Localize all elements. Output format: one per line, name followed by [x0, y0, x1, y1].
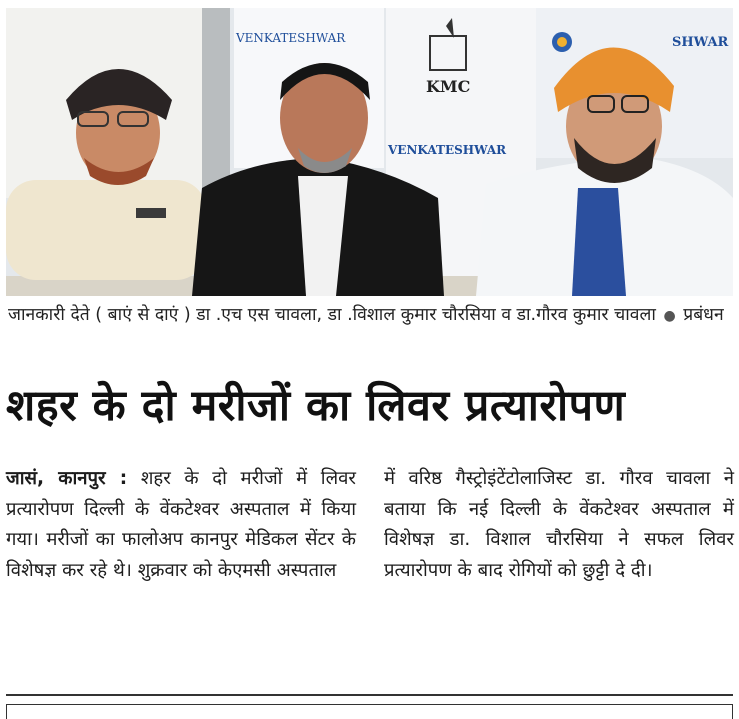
- banner-logo-1: VENKATESHWAR: [236, 31, 346, 45]
- article-column-1: [6, 464, 356, 586]
- caption-text: जानकारी देते ( बाएं से दाएं ) डा .एच एस चावला, डा .विशाल कुमार चौरसिया व डा.गौरव कुमार चावला: [8, 305, 656, 325]
- caption-credit: प्रबंधन: [683, 305, 724, 325]
- divider: [6, 694, 733, 696]
- article-headline: शहर के दो मरीजों का लिवर प्रत्यारोपण: [6, 381, 626, 431]
- column-1-text: शहर के दो मरीजों में लिवर प्रत्यारोपण दिल्ली के वेंकटेश्वर अस्पताल में किया गया। मरीजों का फालोअप कानपुर मेडिकल सेंटर के विशेषज्ञ कर रहे थे। शुक्रवार को केएमसी अस्पताल: [6, 468, 356, 581]
- news-photo: [6, 8, 733, 296]
- banner-logo-3: SHWAR: [672, 35, 729, 50]
- banner-logo-kmc: KMC: [426, 77, 471, 96]
- next-article-box: [6, 704, 733, 719]
- press-conference-photo: [6, 8, 733, 296]
- banner-logo-2: VENKATESHWAR: [388, 143, 507, 157]
- column-2-text: में वरिष्ठ गैस्ट्रोइंटेंटोलाजिस्ट डा. गौरव चावला ने बताया कि नई दिल्ली के वेंकटेश्वर अस्पताल में विशेषज्ञ डा. विशाल चौरसिया ने सफल लिवर प्रत्यारोपण के बाद रोगियों को छुट्टी दे दी।: [384, 468, 734, 581]
- article-body: [6, 464, 733, 686]
- article-column-2: [384, 464, 734, 586]
- bullet-dot-icon: ●: [663, 308, 676, 324]
- dateline: जासं, कानपुर :: [6, 468, 128, 489]
- photo-caption: [8, 302, 733, 330]
